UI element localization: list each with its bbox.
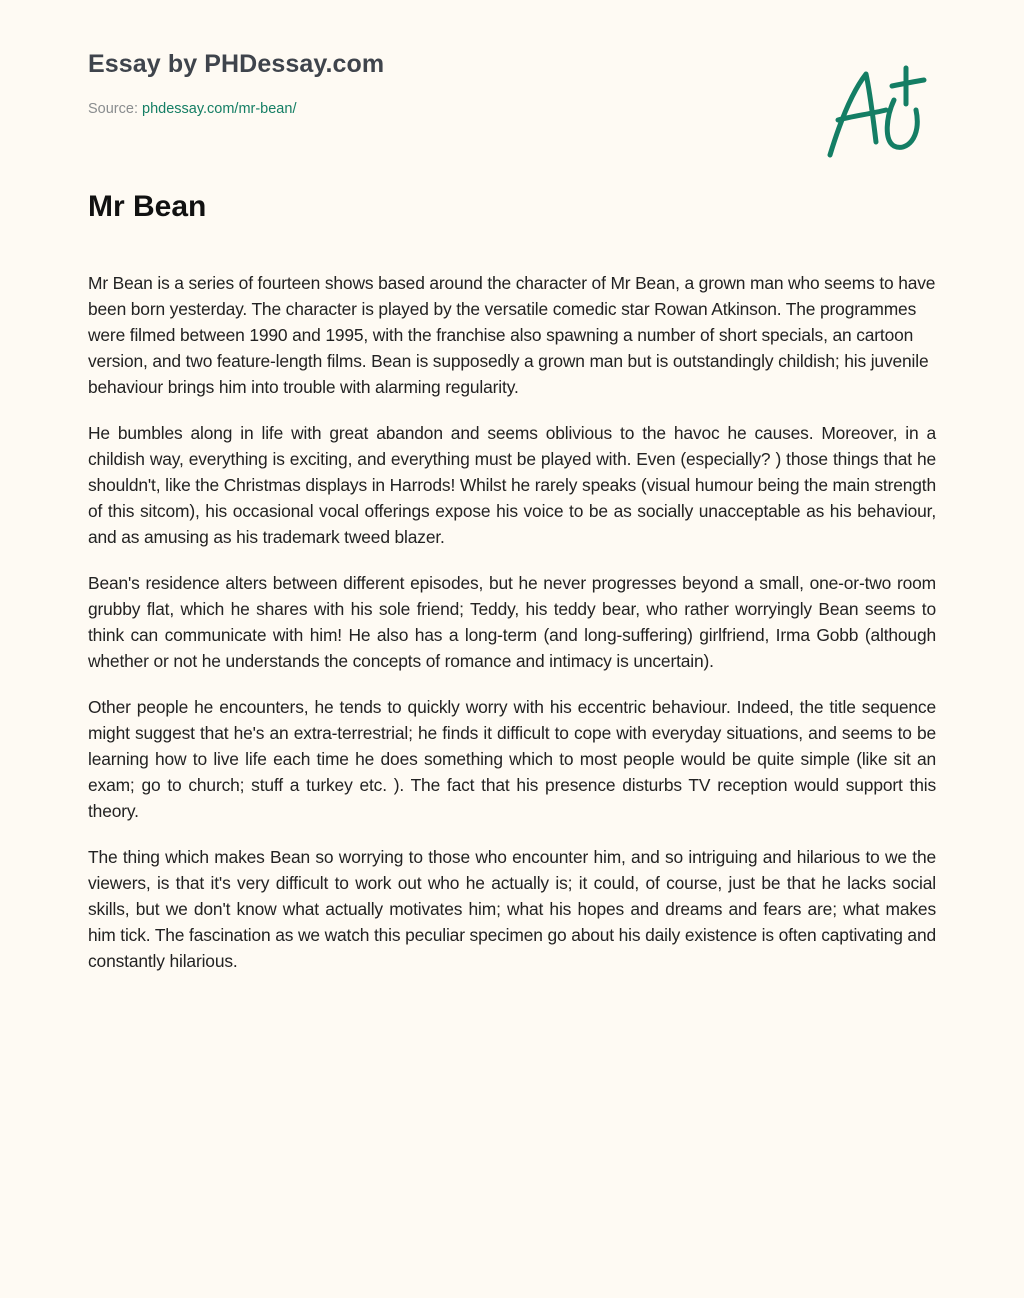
essay-paragraph: He bumbles along in life with great abandon and seems oblivious to the havoc he causes. Moreover, in a childish way, everything is exciting, and everything must be played with. Even (especially? ) those things that he shouldn't, like the Christmas displays in Harrods! Whilst he rarely speaks (visual humour being the main strength of this sitcom), his occasional vocal offerings expose his voice to be as socially unacceptable as his behaviour, and as amusing as his trademark tweed blazer. [88, 423, 936, 547]
essay-paragraph: Other people he encounters, he tends to quickly worry with his eccentric behaviour. Indeed, the title sequence might suggest that he's an extra-terrestrial; he finds it difficult to cope with everyday situations, and seems to be learning how to live life each time he does something which to most people would be quite simple (like sit an exam; go to church; stuff a turkey etc. ). The fact that his presence disturbs TV reception would support this theory. [88, 697, 936, 821]
a-plus-grade-icon [818, 62, 933, 162]
source-line [88, 101, 296, 117]
source-label: Source: [88, 101, 142, 117]
source-link[interactable]: phdessay.com/mr-bean/ [142, 101, 297, 117]
essay-paragraph: The thing which makes Bean so worrying to those who encounter him, and so intriguing and hilarious to we the viewers, is that it's very difficult to work out who he actually is; it could, of course, just be that he lacks social skills, but we don't know what actually motivates him; what his hopes and dreams and fears are; what makes him tick. The fascination as we watch this peculiar specimen go about his daily existence is often captivating and constantly hilarious. [88, 847, 936, 971]
essay-paragraph: Mr Bean is a series of fourteen shows based around the character of Mr Bean, a grown man who seems to have been born yesterday. The character is played by the versatile comedic star Rowan Atkinson. The programmes were filmed between 1990 and 1995, with the franchise also spawning a number of short specials, an cartoon version, and two feature-length films. Bean is supposedly a grown man but is outstandingly childish; his juvenile behaviour brings him into trouble with alarming regularity. [88, 273, 936, 397]
essay-paragraph: Bean's residence alters between different episodes, but he never progresses beyond a small, one-or-two room grubby flat, which he shares with his sole friend; Teddy, his teddy bear, who rather worryingly Bean seems to think can communicate with him! He also has a long-term (and long-suffering) girlfriend, Irma Gobb (although whether or not he understands the concepts of romance and intimacy is uncertain). [88, 573, 936, 671]
site-brand: Essay by PHDessay.com [88, 50, 385, 78]
essay-title: Mr Bean [88, 190, 207, 223]
essay-body [88, 270, 936, 994]
